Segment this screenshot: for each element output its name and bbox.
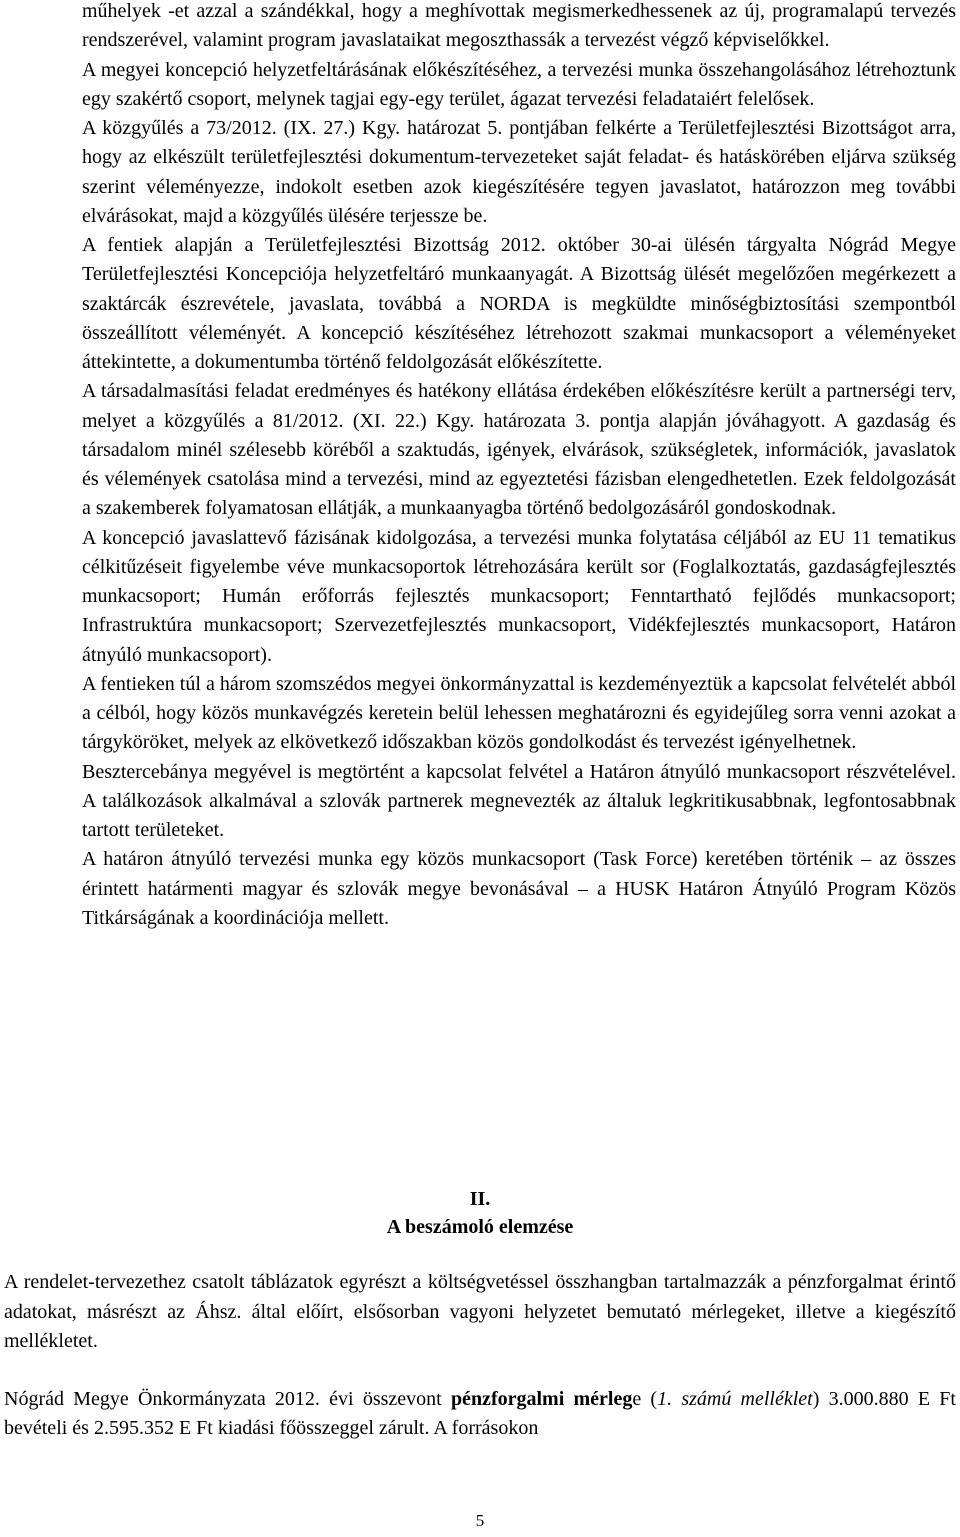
balance-bold-term: pénzforgalmi mérleg: [450, 1387, 633, 1410]
body-text: [82, 0, 956, 933]
paragraph: A fentiek alapján a Területfejlesztési Bizottság 2012. október 30-ai ülésén tárgyalta Nógrád Megye Területfejlesztési Koncepciója helyzetfeltáró munkaanyagát. A Bizottság ülését megelőzően megérkezett a szaktárcák észrevétele, javaslata, továbbá a NORDA is megküldte minőségbiztosítási szempontból összeállított véleményét. A koncepció készítéséhez létrehozott szakmai munkacsoport a véleményeket áttekintette, a dokumentumba történő feldolgozását előkészítette.: [82, 234, 956, 373]
section-intro-paragraph: A rendelet-tervezethez csatolt táblázatok egyrészt a költségvetéssel összhangban tartalmazzák a pénzforgalmat érintő adatokat, másrészt az Áhsz. által előírt, elsősorban vagyoni helyzetet bemutató mérlegeket, illetve a kiegészítő mellékletet.: [4, 1271, 956, 1352]
section-title: A beszámoló elemzése: [386, 1216, 574, 1238]
paragraph: műhelyek -et azzal a szándékkal, hogy a meghívottak megismerkedhessenek az új, programalapú tervezés rendszerével, valamint program javaslataikat megoszthassák a tervezést végző képviselőkkel.: [82, 0, 956, 52]
section-body: [4, 1268, 956, 1444]
paragraph: A koncepció javaslattevő fázisának kidolgozása, a tervezési munka folytatása céljából az EU 11 tematikus célkitűzéseit figyelembe véve munkacsoportok létrehozására került sor (Foglalkoztatás, gazdaságfejlesztés munkacsoport; Humán erőforrás fejlesztés munkacsoport; Fenntartható fejlődés munkacsoport; Infrastruktúra munkacsoport; Szervezetfejlesztés munkacsoport, Vidékfejlesztés munkacsoport, Határon átnyúló munkacsoport).: [82, 526, 956, 666]
paragraph: A megyei koncepció helyzetfeltárásának előkészítéséhez, a tervezési munka összehangolásához létrehoztunk egy szakértő csoport, melynek tagjai egy-egy terület, ágazat tervezési feladataiért felelősek.: [82, 58, 956, 110]
balance-text-3: ) 3.000.880 E Ft bevételi és 2.595.352 E Ft kiadási főösszeggel zárult. A forrásokon: [4, 1387, 956, 1439]
paragraph: A határon átnyúló tervezési munka egy közös munkacsoport (Task Force) keretében történik – az összes érintett határmenti magyar és szlovák megye bevonásával – a HUSK Határon Átnyúló Program Közös Titkárságának a koordinációja mellett.: [82, 848, 956, 929]
balance-text-2: e (: [632, 1387, 658, 1410]
page-number: 5: [475, 1511, 485, 1530]
paragraph: A fentieken túl a három szomszédos megyei önkormányzattal is kezdeményeztük a kapcsolat felvételét abból a célból, hogy közös munkavégzés keretein belül lehessen meghatározni és egyidejűleg sorra venni azokat a tárgyköröket, melyek az elkövetkező időszakban közös gondolkodást és tervezést igényelhetnek.: [82, 672, 956, 754]
balance-text-1: Nógrád Megye Önkormányzata 2012. évi összevont: [4, 1387, 451, 1410]
section-heading: [0, 1185, 960, 1241]
paragraph: Besztercebánya megyével is megtörtént a kapcsolat felvétel a Határon átnyúló munkacsoport részvételével. A találkozások alkalmával a szlovák partnerek megnevezték az általuk legkritikusabbnak, legfontosabbnak tartott területeket.: [82, 760, 956, 841]
balance-paragraph: [4, 1385, 956, 1444]
paragraph: A társadalmasítási feladat eredményes és hatékony ellátása érdekében előkészítésre került a partnerségi terv, melyet a közgyűlés a 81/2012. (XI. 22.) Kgy. határozata 3. pontja alapján jóváhagyott. A gazdaság és társadalom minél szélesebb köréből a szaktudás, igények, elvárások, szükségletek, információk, javaslatok és vélemények csatolása mind a tervezési, mind az egyeztetési fázisban elengedhetetlen. Ezek feldolgozását a szakemberek folyamatosan ellátják, a munkaanyagba történő bedolgozásáról gondoskodnak.: [82, 380, 956, 520]
annex-reference: 1. számú melléklet: [657, 1387, 813, 1410]
paragraph: A közgyűlés a 73/2012. (IX. 27.) Kgy. határozat 5. pontjában felkérte a Területfejlesztési Bizottságot arra, hogy az elkészült területfejlesztési dokumentum-tervezeteket saját feladat- és hatáskörében eljárva szükség szerint véleményezze, indokolt esetben azok kiegészítésére tegyen javaslatot, határozzon meg további elvárásokat, majd a közgyűlés ülésére terjessze be.: [82, 117, 956, 227]
section-number: II.: [469, 1188, 491, 1210]
